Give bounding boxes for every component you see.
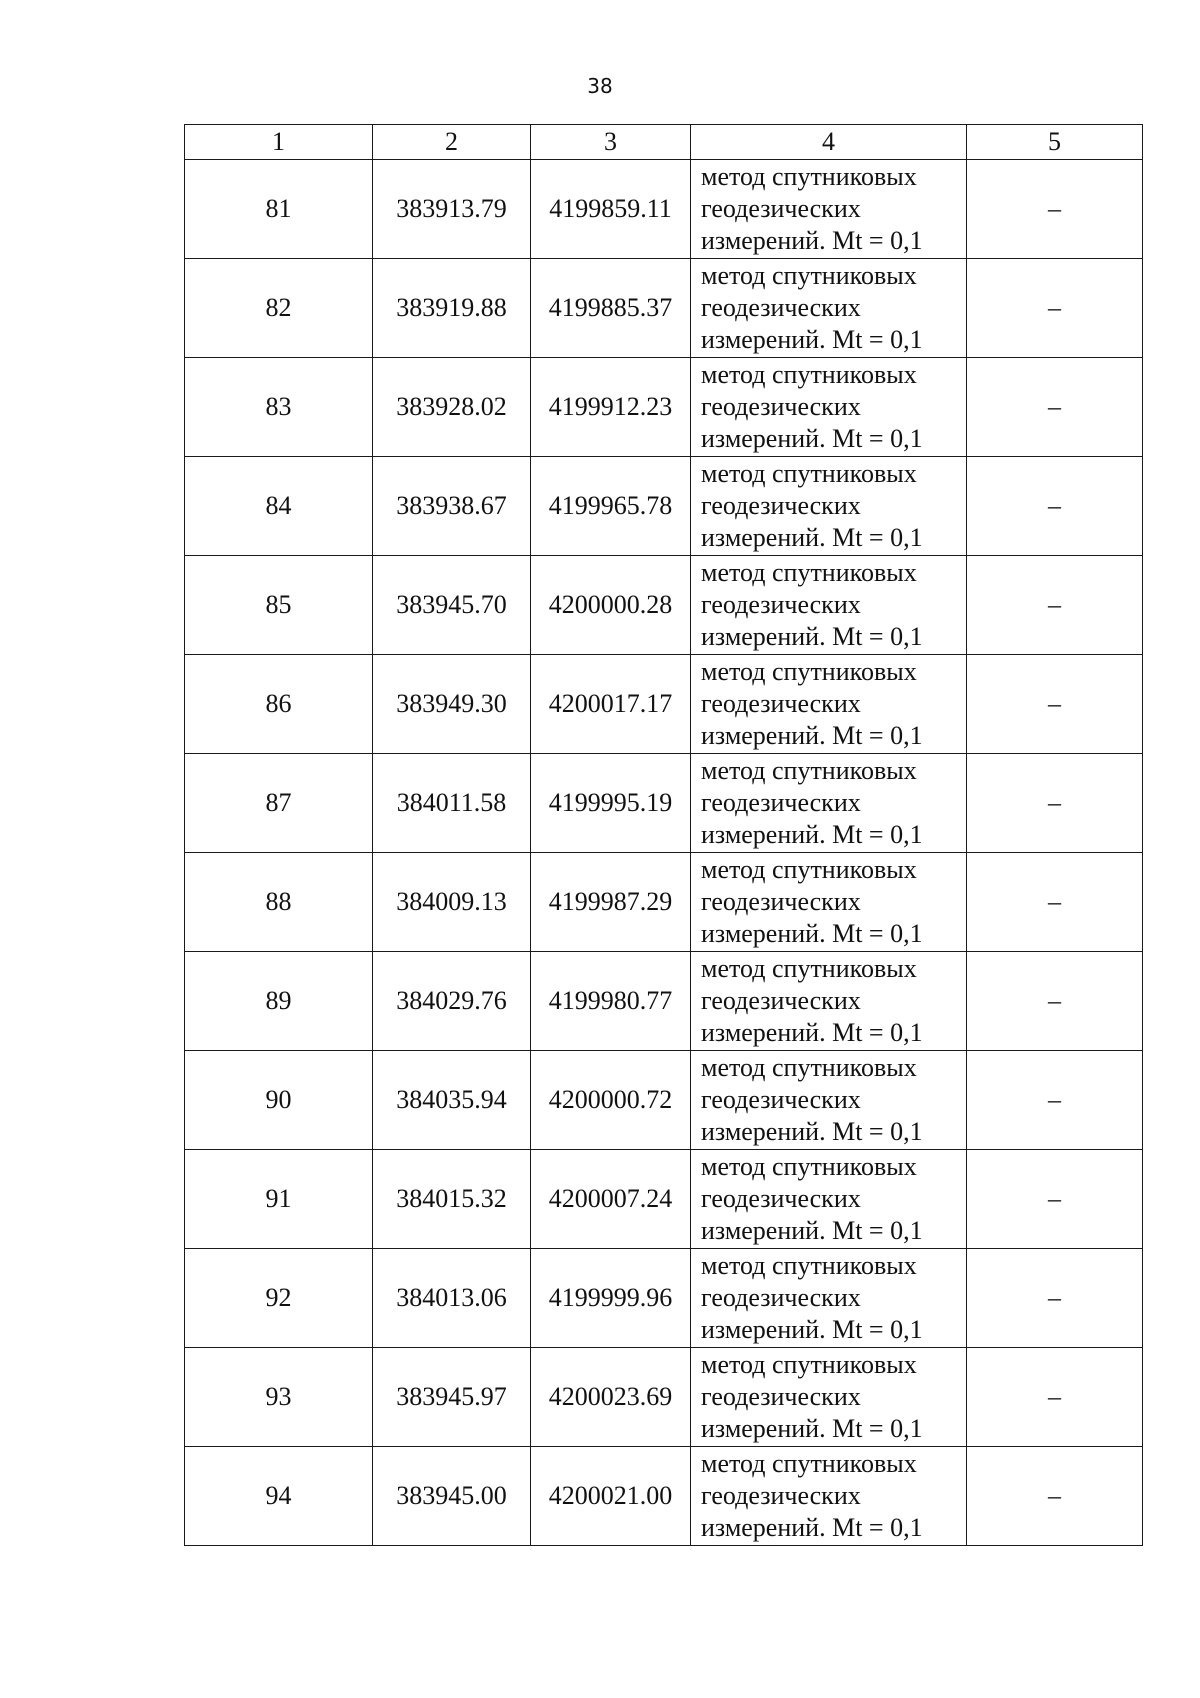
- method-line: измерений. Mt = 0,1: [701, 424, 923, 453]
- note-cell: –: [967, 1150, 1143, 1249]
- point-number-cell: 83: [185, 358, 373, 457]
- method-line: метод спутниковых: [701, 1152, 917, 1181]
- method-line: измерений. Mt = 0,1: [701, 1018, 923, 1047]
- note-cell: –: [967, 754, 1143, 853]
- point-number-cell: 88: [185, 853, 373, 952]
- table-row: [185, 1051, 1143, 1150]
- method-line: метод спутниковых: [701, 954, 917, 983]
- table-row: [185, 655, 1143, 754]
- x-coordinate-cell: 383928.02: [373, 358, 531, 457]
- header-col-2: 2: [373, 125, 531, 160]
- method-line: измерений. Mt = 0,1: [701, 1513, 923, 1542]
- method-line: метод спутниковых: [701, 360, 917, 389]
- method-line: метод спутниковых: [701, 1350, 917, 1379]
- method-line: метод спутниковых: [701, 162, 917, 191]
- note-cell: –: [967, 655, 1143, 754]
- method-line: геодезических: [701, 788, 861, 817]
- header-col-4: 4: [691, 125, 967, 160]
- method-cell: [691, 1150, 967, 1249]
- note-cell: –: [967, 259, 1143, 358]
- table-row: [185, 457, 1143, 556]
- method-line: метод спутниковых: [701, 261, 917, 290]
- coordinates-table: [184, 124, 1143, 1546]
- table-row: [185, 1447, 1143, 1546]
- note-cell: –: [967, 457, 1143, 556]
- header-row: [185, 125, 1143, 160]
- x-coordinate-cell: 383919.88: [373, 259, 531, 358]
- x-coordinate-cell: 383945.97: [373, 1348, 531, 1447]
- table-row: [185, 952, 1143, 1051]
- method-line: геодезических: [701, 293, 861, 322]
- y-coordinate-cell: 4199995.19: [531, 754, 691, 853]
- method-line: геодезических: [701, 689, 861, 718]
- x-coordinate-cell: 384029.76: [373, 952, 531, 1051]
- point-number-cell: 87: [185, 754, 373, 853]
- method-line: геодезических: [701, 590, 861, 619]
- point-number-cell: 93: [185, 1348, 373, 1447]
- table-row: [185, 259, 1143, 358]
- header-col-5: 5: [967, 125, 1143, 160]
- x-coordinate-cell: 384035.94: [373, 1051, 531, 1150]
- y-coordinate-cell: 4199885.37: [531, 259, 691, 358]
- method-line: геодезических: [701, 1382, 861, 1411]
- method-cell: [691, 853, 967, 952]
- x-coordinate-cell: 383938.67: [373, 457, 531, 556]
- table-header: [185, 125, 1143, 160]
- y-coordinate-cell: 4199859.11: [531, 160, 691, 259]
- method-line: геодезических: [701, 1283, 861, 1312]
- x-coordinate-cell: 384011.58: [373, 754, 531, 853]
- x-coordinate-cell: 383945.70: [373, 556, 531, 655]
- header-col-3: 3: [531, 125, 691, 160]
- method-line: геодезических: [701, 1481, 861, 1510]
- y-coordinate-cell: 4200000.28: [531, 556, 691, 655]
- method-line: метод спутниковых: [701, 1053, 917, 1082]
- method-line: метод спутниковых: [701, 459, 917, 488]
- method-cell: [691, 160, 967, 259]
- point-number-cell: 82: [185, 259, 373, 358]
- x-coordinate-cell: 384015.32: [373, 1150, 531, 1249]
- point-number-cell: 85: [185, 556, 373, 655]
- point-number-cell: 86: [185, 655, 373, 754]
- y-coordinate-cell: 4199999.96: [531, 1249, 691, 1348]
- method-line: измерений. Mt = 0,1: [701, 523, 923, 552]
- method-cell: [691, 754, 967, 853]
- table-row: [185, 556, 1143, 655]
- method-line: измерений. Mt = 0,1: [701, 1117, 923, 1146]
- header-col-1: 1: [185, 125, 373, 160]
- table-row: [185, 1249, 1143, 1348]
- point-number-cell: 91: [185, 1150, 373, 1249]
- y-coordinate-cell: 4200021.00: [531, 1447, 691, 1546]
- note-cell: –: [967, 160, 1143, 259]
- method-line: метод спутниковых: [701, 558, 917, 587]
- table-row: [185, 853, 1143, 952]
- method-cell: [691, 358, 967, 457]
- y-coordinate-cell: 4200017.17: [531, 655, 691, 754]
- x-coordinate-cell: 384013.06: [373, 1249, 531, 1348]
- method-cell: [691, 1249, 967, 1348]
- table-row: [185, 358, 1143, 457]
- method-line: измерений. Mt = 0,1: [701, 820, 923, 849]
- method-cell: [691, 457, 967, 556]
- y-coordinate-cell: 4200007.24: [531, 1150, 691, 1249]
- y-coordinate-cell: 4200000.72: [531, 1051, 691, 1150]
- x-coordinate-cell: 383913.79: [373, 160, 531, 259]
- page-number: 38: [587, 74, 613, 98]
- note-cell: –: [967, 1051, 1143, 1150]
- method-cell: [691, 556, 967, 655]
- x-coordinate-cell: 384009.13: [373, 853, 531, 952]
- note-cell: –: [967, 1447, 1143, 1546]
- table-row: [185, 754, 1143, 853]
- method-line: геодезических: [701, 1085, 861, 1114]
- method-line: метод спутниковых: [701, 855, 917, 884]
- method-cell: [691, 655, 967, 754]
- method-line: измерений. Mt = 0,1: [701, 622, 923, 651]
- y-coordinate-cell: 4199965.78: [531, 457, 691, 556]
- x-coordinate-cell: 383945.00: [373, 1447, 531, 1546]
- method-line: геодезических: [701, 1184, 861, 1213]
- method-line: геодезических: [701, 194, 861, 223]
- method-line: измерений. Mt = 0,1: [701, 1414, 923, 1443]
- method-line: измерений. Mt = 0,1: [701, 226, 923, 255]
- point-number-cell: 92: [185, 1249, 373, 1348]
- method-line: измерений. Mt = 0,1: [701, 325, 923, 354]
- method-line: измерений. Mt = 0,1: [701, 1216, 923, 1245]
- table-row: [185, 1348, 1143, 1447]
- note-cell: –: [967, 952, 1143, 1051]
- method-cell: [691, 952, 967, 1051]
- method-cell: [691, 1348, 967, 1447]
- method-line: геодезических: [701, 986, 861, 1015]
- y-coordinate-cell: 4199980.77: [531, 952, 691, 1051]
- point-number-cell: 94: [185, 1447, 373, 1546]
- method-line: метод спутниковых: [701, 1251, 917, 1280]
- method-cell: [691, 259, 967, 358]
- note-cell: –: [967, 1249, 1143, 1348]
- point-number-cell: 84: [185, 457, 373, 556]
- method-line: метод спутниковых: [701, 756, 917, 785]
- point-number-cell: 89: [185, 952, 373, 1051]
- y-coordinate-cell: 4199987.29: [531, 853, 691, 952]
- method-cell: [691, 1051, 967, 1150]
- method-line: измерений. Mt = 0,1: [701, 919, 923, 948]
- x-coordinate-cell: 383949.30: [373, 655, 531, 754]
- table-row: [185, 1150, 1143, 1249]
- note-cell: –: [967, 1348, 1143, 1447]
- point-number-cell: 81: [185, 160, 373, 259]
- method-cell: [691, 1447, 967, 1546]
- y-coordinate-cell: 4200023.69: [531, 1348, 691, 1447]
- table-row: [185, 160, 1143, 259]
- method-line: измерений. Mt = 0,1: [701, 721, 923, 750]
- method-line: геодезических: [701, 392, 861, 421]
- method-line: метод спутниковых: [701, 657, 917, 686]
- method-line: геодезических: [701, 887, 861, 916]
- note-cell: –: [967, 853, 1143, 952]
- point-number-cell: 90: [185, 1051, 373, 1150]
- method-line: метод спутниковых: [701, 1449, 917, 1478]
- method-line: геодезических: [701, 491, 861, 520]
- y-coordinate-cell: 4199912.23: [531, 358, 691, 457]
- method-line: измерений. Mt = 0,1: [701, 1315, 923, 1344]
- note-cell: –: [967, 358, 1143, 457]
- note-cell: –: [967, 556, 1143, 655]
- table-body: [185, 160, 1143, 1546]
